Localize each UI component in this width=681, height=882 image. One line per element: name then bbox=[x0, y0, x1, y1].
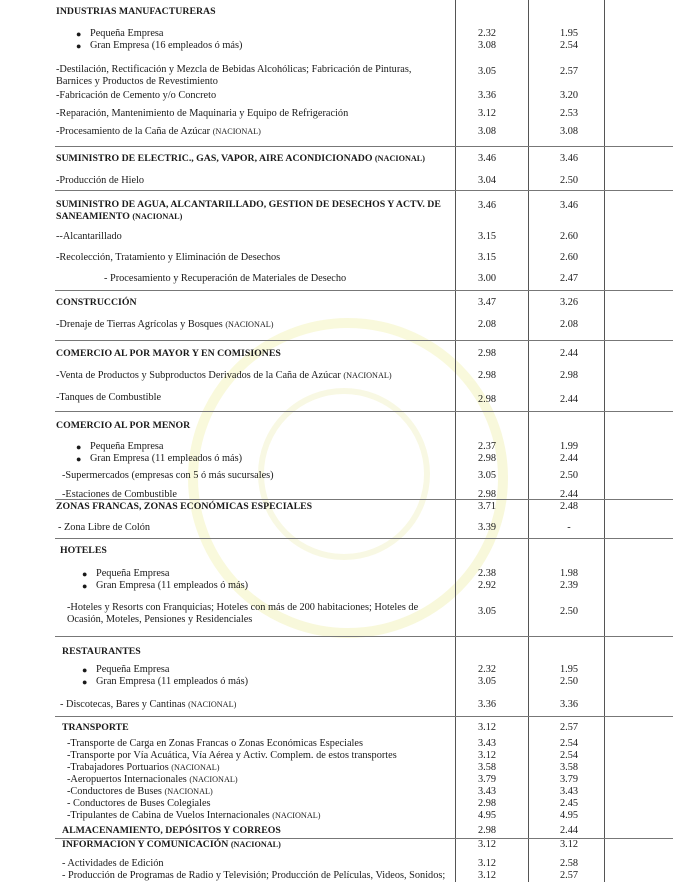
label-text: -Tripulantes de Cabina de Vuelos Internacionales bbox=[67, 810, 270, 821]
bullet-icon: ● bbox=[82, 569, 88, 579]
label-text: --Alcantarillado bbox=[56, 231, 122, 242]
label-text: ALMACENAMIENTO, DEPÓSITOS Y CORREOS bbox=[62, 825, 281, 836]
rate-value-first: 3.08 bbox=[477, 40, 497, 51]
rate-value-first: 2.98 bbox=[477, 370, 497, 381]
rate-value-first: 3.36 bbox=[477, 699, 497, 710]
activity-label bbox=[62, 870, 445, 882]
label-text: - Zona Libre de Colón bbox=[58, 522, 151, 533]
activity-label bbox=[58, 522, 150, 534]
section-title bbox=[56, 348, 281, 360]
section-divider bbox=[55, 146, 673, 147]
activity-label bbox=[56, 175, 144, 187]
label-text: RESTAURANTES bbox=[62, 646, 141, 657]
label-text: -Venta de Productos y Subproductos Derivados de la Caña de Azúcar bbox=[56, 370, 341, 381]
rate-value-first: 3.12 bbox=[477, 858, 497, 869]
label-text: Gran Empresa (11 empleados ó más) bbox=[90, 453, 243, 464]
activity-label bbox=[56, 252, 280, 264]
column-divider-right bbox=[604, 0, 605, 882]
label-text: INDUSTRIAS MANUFACTURERAS bbox=[56, 6, 216, 17]
rate-value-second: 2.44 bbox=[559, 453, 579, 464]
activity-label bbox=[56, 64, 441, 88]
label-text: - Procesamiento y Recuperación de Materiales de Desecho bbox=[104, 273, 347, 284]
rate-value-first: 3.39 bbox=[477, 522, 497, 533]
rate-value-second: 2.47 bbox=[559, 273, 579, 284]
activity-label bbox=[90, 28, 163, 40]
rate-value-second: 2.39 bbox=[559, 580, 579, 591]
activity-label bbox=[56, 370, 392, 382]
rate-value-first: 3.36 bbox=[477, 90, 497, 101]
scope-tag: (NACIONAL) bbox=[230, 840, 281, 849]
scope-tag: (NACIONAL) bbox=[171, 763, 220, 772]
label-text: Pequeña Empresa bbox=[96, 664, 170, 675]
rate-value-first: 2.32 bbox=[477, 28, 497, 39]
bullet-icon: ● bbox=[82, 677, 88, 687]
label-text: -Producción de Hielo bbox=[56, 175, 145, 186]
section-title bbox=[56, 420, 190, 432]
rate-value-second: 2.50 bbox=[559, 175, 579, 186]
scope-tag: (NACIONAL) bbox=[189, 775, 238, 784]
label-text: Gran Empresa (11 empleados ó más) bbox=[96, 676, 249, 687]
activity-label bbox=[56, 126, 261, 138]
label-text: COMERCIO AL POR MAYOR Y EN COMISIONES bbox=[56, 348, 281, 359]
scope-tag: (NACIONAL) bbox=[132, 212, 183, 221]
activity-label bbox=[67, 786, 213, 798]
rate-value-first: 3.05 bbox=[477, 676, 497, 687]
scope-tag: (NACIONAL) bbox=[225, 320, 274, 329]
rate-value-first: 3.15 bbox=[477, 231, 497, 242]
scope-tag: (NACIONAL) bbox=[188, 700, 237, 709]
label-text: -Fabricación de Cemento y/o Concreto bbox=[56, 90, 217, 101]
rate-value-first: 3.79 bbox=[477, 774, 497, 785]
activity-label bbox=[96, 676, 248, 688]
rate-value-second: 1.95 bbox=[559, 28, 579, 39]
rate-value-first: 3.12 bbox=[477, 750, 497, 761]
activity-label bbox=[62, 470, 274, 482]
label-text: Gran Empresa (16 empleados ó más) bbox=[90, 40, 243, 51]
rate-value-second: 2.57 bbox=[559, 870, 579, 881]
label-text: -Transporte por Vía Acuática, Vía Aérea y Activ. Complem. de estos transportes bbox=[67, 750, 397, 761]
activity-label bbox=[90, 441, 163, 453]
label-text: CONSTRUCCIÓN bbox=[56, 297, 137, 308]
rate-value-second: 2.44 bbox=[559, 348, 579, 359]
section-title bbox=[56, 297, 137, 309]
section-divider bbox=[55, 340, 673, 341]
activity-label bbox=[67, 602, 452, 626]
column-divider-mid bbox=[528, 0, 529, 882]
rate-value-second: - bbox=[567, 522, 571, 533]
section-title bbox=[56, 6, 216, 18]
label-text: -Transporte de Carga en Zonas Francas o Zonas Económicas Especiales bbox=[67, 738, 363, 749]
activity-label bbox=[62, 489, 177, 501]
rate-value-second: 3.79 bbox=[559, 774, 579, 785]
label-text: - Actividades de Edición bbox=[62, 858, 164, 869]
rate-value-second: 3.46 bbox=[559, 153, 579, 164]
activity-label bbox=[96, 580, 248, 592]
rate-value-second: 1.98 bbox=[559, 568, 579, 579]
rate-value-second: 2.44 bbox=[559, 825, 579, 836]
rate-value-first: 3.43 bbox=[477, 786, 497, 797]
label-text: Pequeña Empresa bbox=[96, 568, 170, 579]
rate-value-second: 2.45 bbox=[559, 798, 579, 809]
activity-label bbox=[104, 273, 346, 285]
label-text: - Discotecas, Bares y Cantinas bbox=[60, 699, 186, 710]
section-title bbox=[56, 501, 312, 513]
scope-tag: (NACIONAL) bbox=[374, 154, 425, 163]
label-text: Pequeña Empresa bbox=[90, 28, 164, 39]
activity-label bbox=[67, 810, 321, 822]
label-text: -Hoteles y Resorts con Franquicias; Hoteles con más de 200 habitaciones; Hoteles de Ocasión, Moteles, Pensiones y Residenciales bbox=[67, 602, 419, 625]
label-text: ZONAS FRANCAS, ZONAS ECONÓMICAS ESPECIALES bbox=[56, 501, 313, 512]
rate-value-first: 3.12 bbox=[477, 870, 497, 881]
rate-value-first: 3.47 bbox=[477, 297, 497, 308]
label-text: -Recolección, Tratamiento y Eliminación de Desechos bbox=[56, 252, 281, 263]
rate-value-first: 3.46 bbox=[477, 153, 497, 164]
rate-value-second: 3.12 bbox=[559, 839, 579, 850]
scope-tag: (NACIONAL) bbox=[343, 371, 392, 380]
rate-value-second: 2.48 bbox=[559, 501, 579, 512]
label-text: -Drenaje de Tierras Agrícolas y Bosques bbox=[56, 319, 223, 330]
activity-label bbox=[56, 108, 348, 120]
rate-value-second: 3.36 bbox=[559, 699, 579, 710]
label-text: -Destilación, Rectificación y Mezcla de Bebidas Alcohólicas; Fabricación de Pinturas, Barnices y Productos de Revestimiento bbox=[56, 64, 412, 87]
section-title bbox=[56, 153, 425, 165]
section-divider bbox=[55, 716, 673, 717]
rate-value-first: 3.05 bbox=[477, 66, 497, 77]
rate-value-second: 4.95 bbox=[559, 810, 579, 821]
section-divider bbox=[55, 411, 673, 412]
rate-value-first: 2.98 bbox=[477, 348, 497, 359]
rate-value-first: 3.05 bbox=[477, 606, 497, 617]
scope-tag: (NACIONAL) bbox=[272, 811, 321, 820]
rate-value-first: 2.37 bbox=[477, 441, 497, 452]
rate-value-first: 3.58 bbox=[477, 762, 497, 773]
rate-value-first: 3.12 bbox=[477, 108, 497, 119]
activity-label bbox=[90, 453, 242, 465]
rate-value-second: 2.57 bbox=[559, 66, 579, 77]
section-title bbox=[62, 646, 141, 658]
rate-value-first: 2.98 bbox=[477, 825, 497, 836]
rate-value-first: 3.04 bbox=[477, 175, 497, 186]
rate-value-second: 2.54 bbox=[559, 750, 579, 761]
activity-label bbox=[56, 231, 122, 243]
section-divider bbox=[55, 290, 673, 291]
label-text: - Producción de Programas de Radio y Televisión; Producción de Películas, Videos, Sonidos; bbox=[62, 870, 446, 881]
label-text: TRANSPORTE bbox=[62, 722, 129, 733]
rate-value-second: 2.08 bbox=[559, 319, 579, 330]
column-divider-left bbox=[455, 0, 456, 882]
section-title bbox=[62, 825, 281, 837]
activity-label bbox=[56, 319, 274, 331]
label-text: -Supermercados (empresas con 5 ó más sucursales) bbox=[62, 470, 274, 481]
bullet-icon: ● bbox=[82, 665, 88, 675]
section-divider bbox=[55, 636, 673, 637]
rate-value-second: 2.44 bbox=[559, 489, 579, 500]
activity-label bbox=[67, 738, 363, 750]
label-text: Pequeña Empresa bbox=[90, 441, 164, 452]
activity-label bbox=[60, 699, 236, 711]
rate-value-second: 3.26 bbox=[559, 297, 579, 308]
bullet-icon: ● bbox=[76, 454, 82, 464]
rate-value-second: 2.60 bbox=[559, 252, 579, 263]
section-divider bbox=[55, 190, 673, 191]
rate-value-first: 2.38 bbox=[477, 568, 497, 579]
rate-value-second: 2.98 bbox=[559, 370, 579, 381]
rate-value-first: 2.32 bbox=[477, 664, 497, 675]
rate-value-first: 3.46 bbox=[477, 200, 497, 211]
bullet-icon: ● bbox=[76, 442, 82, 452]
section-divider bbox=[55, 538, 673, 539]
activity-label bbox=[67, 798, 211, 810]
rate-value-first: 3.12 bbox=[477, 839, 497, 850]
rate-value-first: 2.98 bbox=[477, 489, 497, 500]
rate-value-first: 3.71 bbox=[477, 501, 497, 512]
activity-label bbox=[96, 664, 169, 676]
rate-value-first: 4.95 bbox=[477, 810, 497, 821]
rate-value-second: 1.99 bbox=[559, 441, 579, 452]
rate-value-second: 2.54 bbox=[559, 738, 579, 749]
rate-value-first: 3.00 bbox=[477, 273, 497, 284]
label-text: SUMINISTRO DE ELECTRIC., GAS, VAPOR, AIRE ACONDICIONADO bbox=[56, 153, 373, 164]
label-text: - Conductores de Buses Colegiales bbox=[67, 798, 211, 809]
label-text: COMERCIO AL POR MENOR bbox=[56, 420, 191, 431]
label-text: -Procesamiento de la Caña de Azúcar bbox=[56, 126, 211, 137]
bullet-icon: ● bbox=[76, 29, 82, 39]
rate-value-second: 2.58 bbox=[559, 858, 579, 869]
rate-value-first: 2.98 bbox=[477, 798, 497, 809]
activity-label bbox=[67, 774, 238, 786]
rate-value-second: 2.50 bbox=[559, 470, 579, 481]
section-title bbox=[60, 545, 107, 557]
section-title bbox=[62, 722, 129, 734]
rate-value-first: 3.15 bbox=[477, 252, 497, 263]
activity-label bbox=[90, 40, 242, 52]
label-text: -Trabajadores Portuarios bbox=[67, 762, 169, 773]
rate-value-second: 2.50 bbox=[559, 606, 579, 617]
rate-value-second: 1.95 bbox=[559, 664, 579, 675]
activity-label bbox=[67, 750, 397, 762]
scope-tag: (NACIONAL) bbox=[164, 787, 213, 796]
label-text: -Reparación, Mantenimiento de Maquinaria y Equipo de Refrigeración bbox=[56, 108, 349, 119]
rate-value-first: 2.92 bbox=[477, 580, 497, 591]
rate-value-second: 2.44 bbox=[559, 394, 579, 405]
label-text: -Aeropuertos Internacionales bbox=[67, 774, 187, 785]
rate-value-second: 3.08 bbox=[559, 126, 579, 137]
rate-value-second: 2.54 bbox=[559, 40, 579, 51]
rate-value-second: 2.53 bbox=[559, 108, 579, 119]
rate-value-second: 3.20 bbox=[559, 90, 579, 101]
activity-label bbox=[56, 90, 216, 102]
rate-value-first: 3.12 bbox=[477, 722, 497, 733]
rate-value-second: 3.58 bbox=[559, 762, 579, 773]
activity-label bbox=[56, 392, 161, 404]
label-text: SUMINISTRO DE AGUA, ALCANTARILLADO, GESTION DE DESECHOS Y ACTV. DE SANEAMIENTO bbox=[56, 199, 441, 222]
section-title bbox=[56, 199, 441, 223]
rate-value-second: 3.43 bbox=[559, 786, 579, 797]
label-text: INFORMACION Y COMUNICACIÓN bbox=[62, 839, 229, 850]
bullet-icon: ● bbox=[76, 41, 82, 51]
rate-value-first: 2.98 bbox=[477, 394, 497, 405]
label-text: -Tanques de Combustible bbox=[56, 392, 162, 403]
rate-value-second: 2.50 bbox=[559, 676, 579, 687]
activity-label bbox=[96, 568, 169, 580]
label-text: -Estaciones de Combustible bbox=[62, 489, 177, 500]
label-text: HOTELES bbox=[60, 545, 107, 556]
rate-value-first: 3.08 bbox=[477, 126, 497, 137]
label-text: -Conductores de Buses bbox=[67, 786, 162, 797]
rate-value-second: 2.60 bbox=[559, 231, 579, 242]
activity-label bbox=[67, 762, 220, 774]
rate-value-first: 2.08 bbox=[477, 319, 497, 330]
rate-value-first: 3.43 bbox=[477, 738, 497, 749]
rate-value-second: 3.46 bbox=[559, 200, 579, 211]
rate-value-second: 2.57 bbox=[559, 722, 579, 733]
section-title bbox=[62, 839, 281, 851]
scope-tag: (NACIONAL) bbox=[212, 127, 261, 136]
activity-label bbox=[62, 858, 164, 870]
rate-value-first: 3.05 bbox=[477, 470, 497, 481]
bullet-icon: ● bbox=[82, 581, 88, 591]
rate-value-first: 2.98 bbox=[477, 453, 497, 464]
label-text: Gran Empresa (11 empleados ó más) bbox=[96, 580, 249, 591]
